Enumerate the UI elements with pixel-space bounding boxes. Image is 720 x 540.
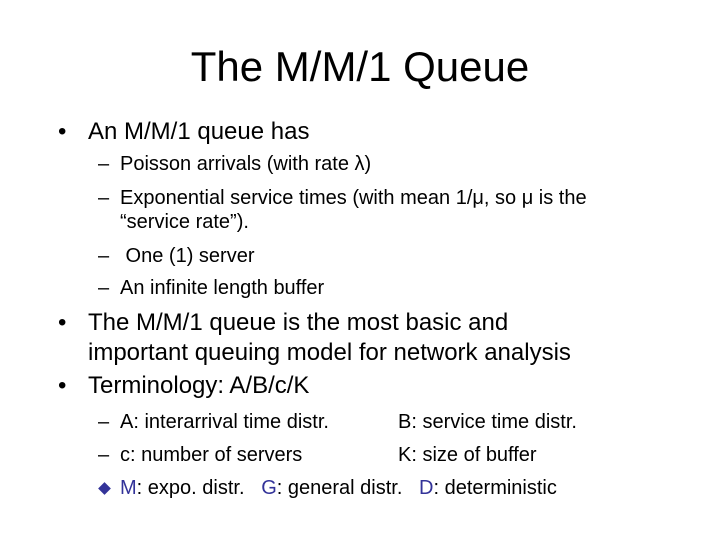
bullet-text: Terminology: A/B/c/K — [88, 372, 310, 399]
bullet-text: An M/M/1 queue has — [88, 118, 310, 145]
sub-bullet-text: Exponential service times (with mean 1/μ, so μ is the — [120, 187, 587, 209]
term-b: B: service time distr. — [398, 411, 577, 433]
bullet-text: important queuing model for network analysis — [88, 339, 571, 366]
sub-bullet-text: Poisson arrivals (with rate λ) — [120, 153, 372, 175]
term-distributions — [120, 476, 557, 500]
diamond-bullet-icon — [98, 482, 111, 495]
dash: – — [98, 411, 110, 433]
term-g-key: G — [261, 477, 277, 499]
bullet-dot: • — [58, 118, 67, 145]
dash: – — [98, 277, 110, 299]
term-c: c: number of servers — [120, 444, 303, 466]
term-m-key: M — [120, 477, 137, 499]
dash: – — [98, 187, 110, 209]
sub-bullet-text: One (1) server — [120, 245, 255, 267]
dash: – — [98, 245, 110, 267]
term-k: K: size of buffer — [398, 444, 537, 466]
bullet-text: The M/M/1 queue is the most basic and — [88, 309, 509, 336]
bullet-dot: • — [58, 372, 67, 399]
term-m-text: : expo. distr. — [136, 477, 245, 499]
term-d-key: D — [419, 477, 434, 499]
dash: – — [98, 153, 110, 175]
slide-title: The M/M/1 Queue — [190, 43, 530, 90]
term-d-text: : deterministic — [433, 477, 557, 499]
dash: – — [98, 444, 110, 466]
bullet-dot: • — [58, 309, 67, 336]
term-g-text: : general distr. — [276, 477, 403, 499]
sub-bullet-text: “service rate”). — [120, 211, 249, 233]
sub-bullet-text: An infinite length buffer — [120, 277, 325, 299]
term-a: A: interarrival time distr. — [120, 411, 329, 433]
